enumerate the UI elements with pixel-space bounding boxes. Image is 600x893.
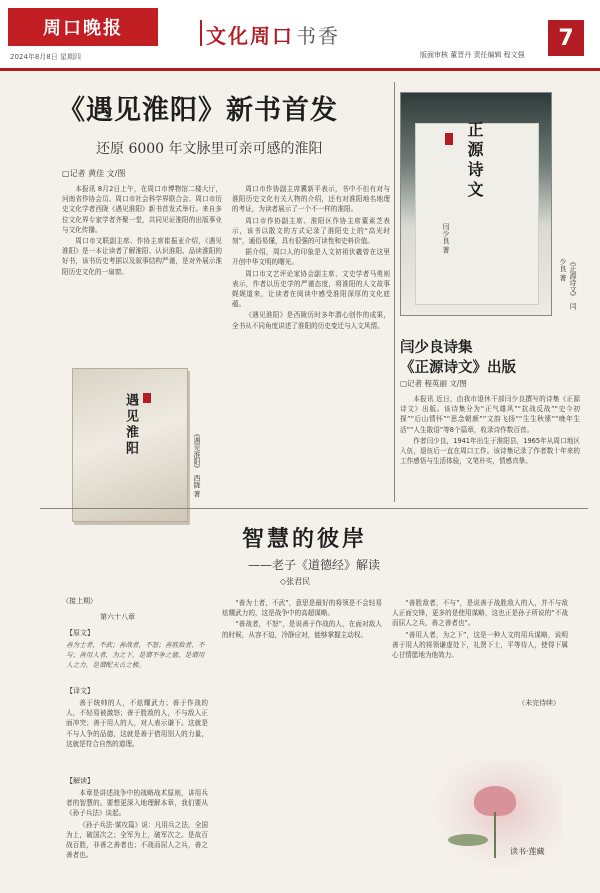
article2-title-line1: 闫少良诗集	[400, 339, 473, 356]
byline-marker-icon: ▢	[62, 169, 70, 178]
section-title	[206, 20, 340, 49]
article2-byline-text: 记者 程英丽 文/图	[407, 379, 467, 388]
illustration-caption: 读书·莲藏	[510, 847, 545, 856]
article3-commentary: “善战者，不怒”，是说善于作战的人，在面对敌人的时候，从容不迫，冷静应对，能够掌握主动权。	[222, 620, 382, 639]
article3-label-translation: 【译文】	[66, 687, 94, 695]
book2-cover-author: 闫少良 著	[442, 223, 450, 254]
article3-original: 善为士者，不武；善战者，不怒；善胜敌者，不与；善用人者，为之下。是谓不争之德，是谓用人之力，是谓配天古之极。	[66, 641, 205, 670]
article3-commentary: “善用人者，为之下”，这是一种人文的用兵谋略，说明善于用人的将领谦虚处下，礼贤下士，平等待人，使得下属心甘情愿地为他效力。	[392, 630, 568, 660]
book1-cover-title: 遇见淮阳	[123, 393, 138, 457]
lotus-illustration	[432, 760, 562, 870]
article3-col-mid	[222, 598, 382, 880]
article3-col-right	[392, 598, 568, 696]
article1-subtitle: 还原 6000 年文脉里可亲可感的淮阳	[96, 141, 323, 157]
article3-translation-text: 善于统帅的人，不炫耀武力；善于作战的人，不轻易被激怒；善于胜敌的人，不与敌人正面冲突；善于用人的人，对人表示谦下。这就是不与人争的品德，这就是善于借用别人的力量，这就是符合自然的道理。	[66, 699, 208, 748]
article1-para: 周口市作协副主席、淮阳区作协主席董素芝表示，该书以散文的方式记录了淮阳史上的“高光时刻”，通俗易懂，具有很强的可读性和史料价值。	[232, 216, 390, 246]
article3-commentary: 《孙子兵法·谋攻篇》说：凡用兵之法，全国为上，破国次之；全军为上，破军次之。是故百战百胜，非善之善者也；不战而屈人之兵，善之善者也。	[66, 820, 208, 860]
article3-subtitle: ——老子《道德经》解读	[248, 558, 381, 572]
page-number: 7	[548, 20, 584, 56]
book-cover-yujian-huaiyang	[72, 368, 188, 522]
article1-title: 《遇见淮阳》新书首发	[58, 95, 338, 126]
editors-credit: 版面审核 董晋丹 责任编辑 程文强	[420, 51, 525, 59]
book1-caption: 《遇见淮阳》 西陇 著	[193, 430, 201, 498]
article3-to-be-continued: （未完待续）	[518, 699, 560, 707]
masthead-rule	[0, 68, 600, 71]
book2-cover-title: 正源诗文	[465, 121, 484, 201]
article1-col-right	[232, 184, 390, 500]
article2-title	[400, 338, 516, 378]
article1-byline-text: 记者 黄佳 文/图	[69, 169, 126, 178]
article1-byline	[62, 168, 125, 179]
article1-para: 周口市文艺评论家协会副主席、文史学者马勇则表示，作者以历史学的严谨态度，将淮阳的人文故事娓娓道来，让读者在阅读中感受淮阳深厚的文化底蕴。	[232, 269, 390, 309]
paper-name: 周口晚报	[43, 18, 123, 39]
article3-commentary-col1	[66, 788, 208, 878]
article3-label-original: 【原文】	[66, 629, 94, 637]
masthead	[0, 0, 600, 68]
article3-commentary: “善胜敌者，不与”，是说善于战胜敌人的人，并不与敌人正面交锋，更多的是使用谋略，这也正是孙子所说的“不战而屈人之兵，善之善者也”。	[392, 599, 568, 628]
column-divider	[394, 82, 395, 502]
article1-col-left	[62, 184, 222, 364]
article1-para: 周口市作协副主席冀新平表示，书中不但有对与淮阳历史文化有关人物的介绍，还有对淮阳地名地理的考证，为读者展示了一个不一样的淮阳。	[232, 185, 390, 214]
article2-para: 本报讯 近日，由我市退休干部闫少良撰写的诗集《正源诗文》出版。该诗集分为“正气雄风”“抗战反战”“史今初探”“后山情怀”“思念朝颜”“文韵飞扬”“生生秋愫”“晚年生活”“人生散语”等8个篇章，收录诗作数百首。	[400, 395, 580, 434]
article2-byline	[400, 378, 467, 389]
article1-lead: 本报讯 8月2日上午，在周口市博物馆二楼大厅，河南省作协会员、周口市社会科学界联合会、周口市历史文化学者西陇《遇见淮阳》新书首发式举行。来自多位文化界专家学者齐聚一堂，共同见证淮阳的出版事业与文化传播。	[62, 185, 222, 234]
byline-marker-icon: ▢	[400, 379, 408, 388]
article3-commentary: 本章是讲述战争中的战略战术原则，讲用兵者的智慧的。要想更深入地理解本章，我们要从《孙子兵法》谈起。	[66, 789, 208, 818]
lotus-stem	[494, 812, 496, 858]
book1-seal-icon	[143, 393, 151, 403]
article3-chapter: 第六十八章	[100, 613, 135, 621]
issue-date: 2024年8月8日 星期四	[10, 53, 81, 61]
section-divider-h	[40, 508, 588, 509]
lotus-leaf	[448, 834, 488, 846]
article1-para: 《遇见淮阳》是西陇历时多年潜心创作的成果，全书从不同角度讲述了淮阳的历史变迁与人文风情。	[232, 311, 390, 330]
article3-translation	[66, 698, 208, 770]
section-title-main: 文化周口	[206, 24, 294, 48]
paper-logo	[8, 8, 158, 46]
article2-body	[400, 394, 580, 502]
article3-label-commentary: 【解读】	[66, 777, 94, 785]
article3-byline: ◇张君民	[280, 577, 311, 586]
book2-caption: 《正源诗文》 闫少良 著	[559, 258, 577, 310]
book2-seal-icon	[445, 133, 453, 145]
article3-prev-note: （接上期）	[62, 597, 97, 605]
article2-para: 作者闫少良，1941年出生于淮阳县，1965年从周口地区入伍，退伍后一直在周口工作。该诗集记录了作者数十年来的工作感悟与生活体验，文笔朴实，情感真挚。	[400, 436, 580, 466]
article1-para: 据介绍，周口人的印象是人文初祖伏羲曾在这里开创中华文明的曙光。	[232, 248, 390, 267]
article2-title-line2: 《正源诗文》出版	[400, 359, 516, 376]
article3-title: 智慧的彼岸	[242, 526, 368, 552]
book-cover-zhengyuan	[400, 92, 552, 316]
article3-commentary: “善为士者，不武”，意思是最好的将领是不会轻易炫耀武力的，这是战争中的高超谋略。	[222, 599, 382, 618]
section-divider	[200, 20, 202, 46]
section-title-sub: 书香	[296, 24, 340, 48]
article1-para: 周口市文联副主席、作协主席崔振亚介绍，《遇见淮阳》是一本让读者了解淮阳、认识淮阳、品读淮阳的好书，该书历史考据以及叙事结构严谨，是对外展示淮阳历史文化的一扇窗。	[62, 237, 222, 276]
